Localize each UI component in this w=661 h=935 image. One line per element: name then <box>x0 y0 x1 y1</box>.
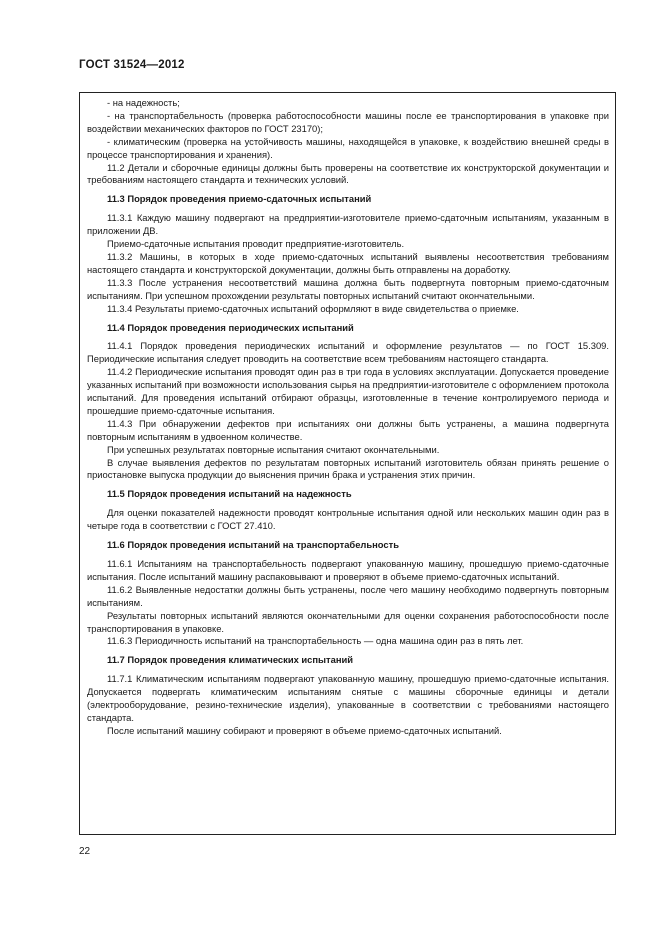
paragraph: Результаты повторных испытаний являются окончательными для оценки сохранения работоспособности после транспортирования в упаковке. <box>87 609 609 634</box>
paragraph: 11.2 Детали и сборочные единицы должны быть проверены на соответствие их конструкторской документации и требованиям настоящего стандарта и технических условий. <box>87 161 609 186</box>
section-heading-11-6: 11.6 Порядок проведения испытаний на транспортабельность <box>107 539 399 551</box>
document-header: ГОСТ 31524—2012 <box>79 59 185 71</box>
paragraph: - на транспортабельность (проверка работоспособности машины после ее транспортирования в упаковке при воздействии механических факторов по ГОСТ 23170); <box>87 109 609 134</box>
section-heading-11-4: 11.4 Порядок проведения периодических испытаний <box>107 321 354 333</box>
paragraph: 11.6.1 Испытаниям на транспортабельность подвергают упакованную машину, прошедшую приемо-сдаточные испытания. После испытаний машину распаковывают и проверяют в объеме приемо-сдаточных испытаний. <box>87 558 609 582</box>
paragraph: Для оценки показателей надежности проводят контрольные испытания одной или нескольких машин один раз в четыре года в соответствии с ГОСТ 27.410. <box>87 507 609 532</box>
paragraph: - на надежность; <box>107 97 180 108</box>
paragraph: 11.3.4 Результаты приемо-сдаточных испытаний оформляют в виде свидетельства о приемке. <box>107 302 519 314</box>
paragraph: 11.3.3 После устранения несоответствий машина должна быть подвергнута повторным приемо-сдаточным испытаниям. При успешном прохождении результаты повторных испытаний считают окончательными. <box>87 276 609 301</box>
paragraph: При успешных результатах повторные испытания считают окончательными. <box>107 443 440 455</box>
paragraph: - климатическим (проверка на устойчивость машины, находящейся в упаковке, к воздействию внешней среды в процессе транспортирования и хранения). <box>87 135 609 160</box>
page-number: 22 <box>79 846 91 857</box>
paragraph: 11.7.1 Климатическим испытаниям подвергают упакованную машину, прошедшую приемо-сдаточные испытания. Допускается подвергать климатическим испытаниям снятые с машины сборочные единицы и детали (электрооборудование, резино-технические изделия), упакованные в соответствии с требованиями настоящего стандарта. <box>87 673 609 723</box>
section-heading-11-5: 11.5 Порядок проведения испытаний на надежность <box>107 488 352 500</box>
paragraph: 11.4.2 Периодические испытания проводят один раз в три года в условиях эксплуатации. Допускается проведение указанных испытаний при возможности использования сырья на предприятии-изготовителе с оформлением протокола испытаний. Для проведения испытаний отбирают образцы, изготовленные в течение контролируемого периода и прошедшие приемо-сдаточные испытания. <box>87 366 609 416</box>
paragraph: В случае выявления дефектов по результатам повторных испытаний изготовитель обязан принять решение о приостановке выпуска продукции до выяснения причин брака и устранения этих причин. <box>87 456 609 481</box>
paragraph: 11.6.2 Выявленные недостатки должны быть устранены, после чего машину необходимо подвергнуть повторным испытаниям. <box>87 583 609 608</box>
text-frame <box>79 92 616 835</box>
paragraph: 11.4.1 Порядок проведения периодических испытаний и оформление результатов — по ГОСТ 15.309. Периодические испытания следует проводить на соответствие всем требованиям настоящего стандарта. <box>87 340 609 365</box>
paragraph: После испытаний машину собирают и проверяют в объеме приемо-сдаточных испытаний. <box>107 724 502 736</box>
section-heading-11-7: 11.7 Порядок проведения климатических испытаний <box>107 654 354 666</box>
paragraph: 11.3.1 Каждую машину подвергают на предприятии-изготовителе приемо-сдаточным испытаниям, указанным в приложении ДВ. <box>87 212 609 237</box>
paragraph: Приемо-сдаточные испытания проводит предприятие-изготовитель. <box>107 238 405 250</box>
paragraph: 11.3.2 Машины, в которых в ходе приемо-сдаточных испытаний выявлены несоответствия требованиям настоящего стандарта и конструкторской документации, должны быть отправлены на доработку. <box>87 250 609 275</box>
paragraph: 11.6.3 Периодичность испытаний на транспортабельность — одна машина один раз в пять лет. <box>107 635 524 647</box>
section-heading-11-3: 11.3 Порядок проведения приемо-сдаточных испытаний <box>107 193 372 205</box>
paragraph: 11.4.3 При обнаружении дефектов при испытаниях они должны быть устранены, а машина подвергнута повторным испытаниям в удвоенном количестве. <box>87 417 609 442</box>
